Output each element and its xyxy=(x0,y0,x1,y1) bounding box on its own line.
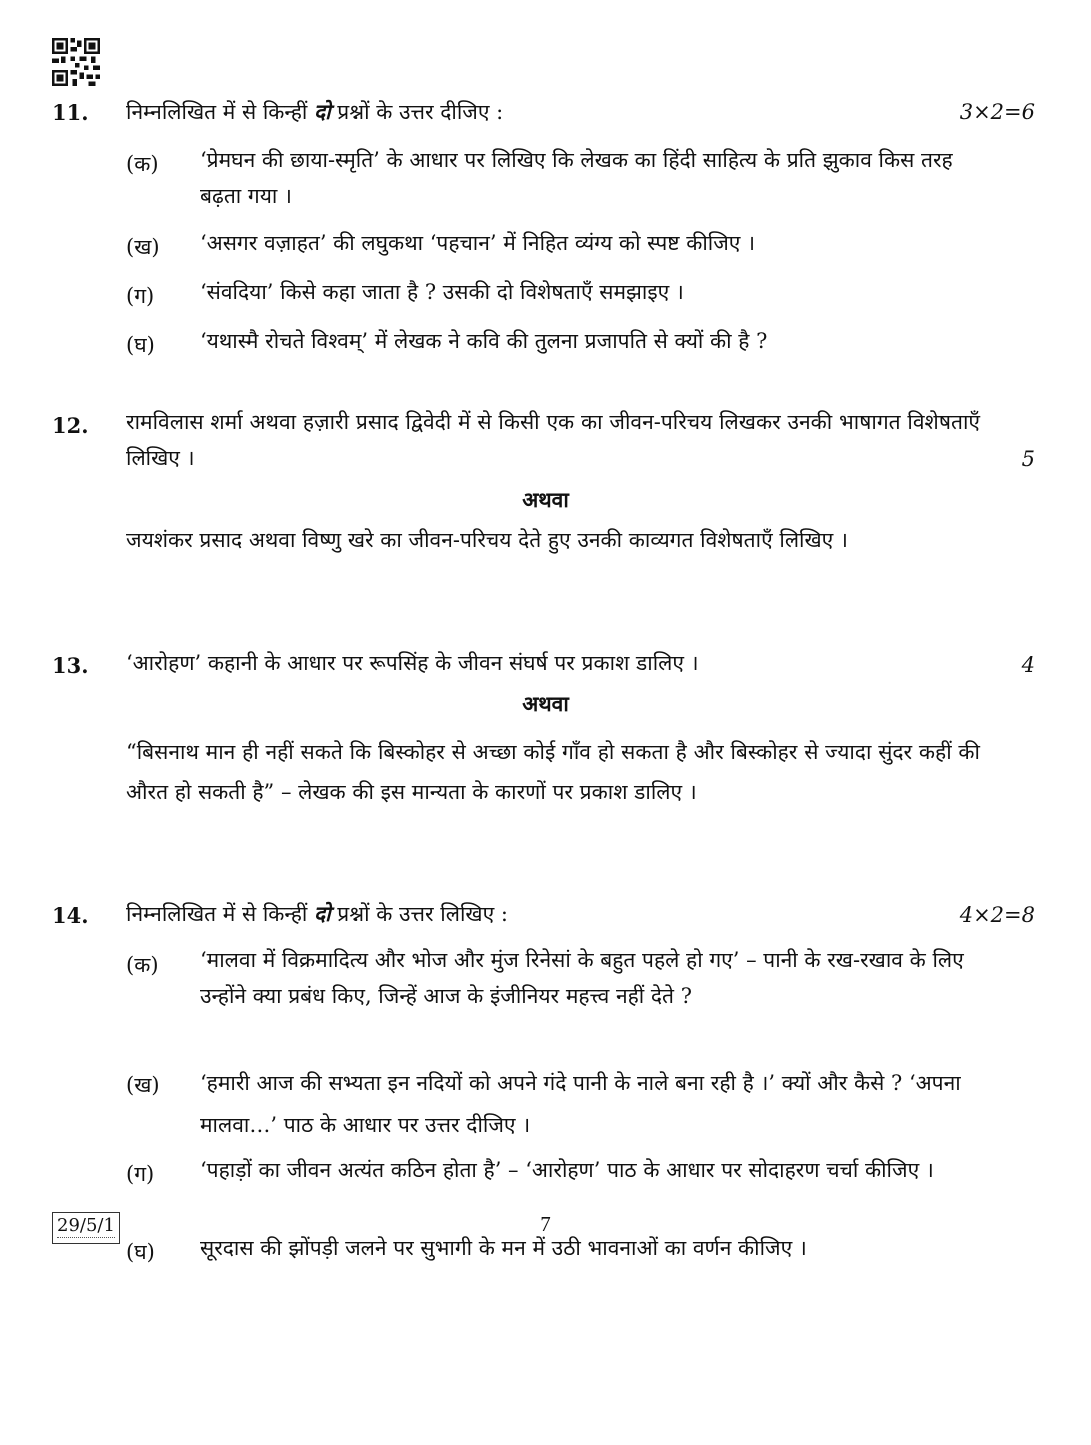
marks: 5 xyxy=(1021,447,1035,471)
option-label: (घ) xyxy=(126,333,155,357)
alternative-question: “बिसनाथ मान ही नहीं सकते कि बिस्कोहर से अच्छा कोई गाँव हो सकता है और बिस्कोहर से ज्यादा सुंदर कहीं की औरत हो सकती है” – लेखक की इस मान्यता के कारणों पर प्रकाश डालिए । xyxy=(126,740,980,804)
option-label: (क) xyxy=(126,152,159,176)
question-text: ‘आरोहण’ कहानी के आधार पर रूपसिंह के जीवन संघर्ष पर प्रकाश डालिए । xyxy=(126,651,699,675)
option-label: (ख) xyxy=(126,1073,160,1097)
option-label: (ख) xyxy=(126,235,160,259)
intro-text: प्रश्नों के उत्तर दीजिए : xyxy=(337,100,504,124)
marks: 3×2=6 xyxy=(959,100,1035,124)
intro-text: प्रश्नों के उत्तर लिखिए : xyxy=(337,902,508,926)
marks: 4 xyxy=(1021,653,1035,677)
question-number: 13. xyxy=(52,653,89,678)
marks: 4×2=8 xyxy=(959,903,1035,927)
option-text: सूरदास की झोंपड़ी जलने पर सुभागी के मन में उठी भावनाओं का वर्णन कीजिए । xyxy=(200,1236,807,1260)
option-label: (ग) xyxy=(126,1162,155,1186)
intro-text: निम्नलिखित में से किन्हीं xyxy=(126,100,308,124)
option-text: ‘प्रेमघन की छाया-स्मृति’ के आधार पर लिखिए कि लेखक का हिंदी साहित्य के प्रति झुकाव किस तरह बढ़ता गया । xyxy=(200,148,953,208)
or-separator: अथवा xyxy=(522,691,569,716)
option-label: (घ) xyxy=(126,1240,155,1264)
intro-text: निम्नलिखित में से किन्हीं xyxy=(126,902,308,926)
option-label: (क) xyxy=(126,953,159,977)
qr-code xyxy=(52,38,100,86)
question-number: 12. xyxy=(52,413,89,438)
question-intro xyxy=(126,94,503,130)
option-text: ‘असगर वज़ाहत’ की लघुकथा ‘पहचान’ में निहित व्यंग्य को स्पष्ट कीजिए । xyxy=(200,231,756,255)
option-text: ‘यथास्मै रोचते विश्वम्’ में लेखक ने कवि की तुलना प्रजापति से क्यों की है ? xyxy=(200,329,768,353)
question-number: 11. xyxy=(52,100,89,125)
question-intro xyxy=(126,896,508,932)
option-label: (ग) xyxy=(126,284,155,308)
option-text: ‘मालवा में विक्रमादित्य और भोज और मुंज रिनेसां के बहुत पहले हो गए’ – पानी के रख-रखाव के लिए उन्होंने क्या प्रबंध किए, जिन्हें आज के इंजीनियर महत्त्व नहीं देते ? xyxy=(200,948,964,1008)
intro-emphasis: दो xyxy=(314,99,331,124)
option-text: ‘हमारी आज की सभ्यता इन नदियों को अपने गंदे पानी के नाले बना रही है ।’ क्यों और कैसे ? ‘अपना मालवा…’ पाठ के आधार पर उत्तर दीजिए । xyxy=(200,1071,961,1137)
question-number: 14. xyxy=(52,903,89,928)
option-text: ‘संवदिया’ किसे कहा जाता है ? उसकी दो विशेषताएँ समझाइए । xyxy=(200,280,684,304)
question-text: रामविलास शर्मा अथवा हज़ारी प्रसाद द्विवेदी में से किसी एक का जीवन-परिचय लिखकर उनकी भाषागत विशेषताएँ लिखिए । xyxy=(126,410,980,470)
page-number: 7 xyxy=(540,1212,551,1236)
paper-code-microtext xyxy=(57,1237,115,1241)
paper-code-text: 29/5/1 xyxy=(57,1215,115,1236)
intro-emphasis: दो xyxy=(314,901,331,926)
or-separator: अथवा xyxy=(522,487,569,512)
option-text: ‘पहाड़ों का जीवन अत्यंत कठिन होता है’ – ‘आरोहण’ पाठ के आधार पर सोदाहरण चर्चा कीजिए । xyxy=(200,1158,934,1182)
alternative-question: जयशंकर प्रसाद अथवा विष्णु खरे का जीवन-परिचय देते हुए उनकी काव्यगत विशेषताएँ लिखिए । xyxy=(126,528,848,552)
